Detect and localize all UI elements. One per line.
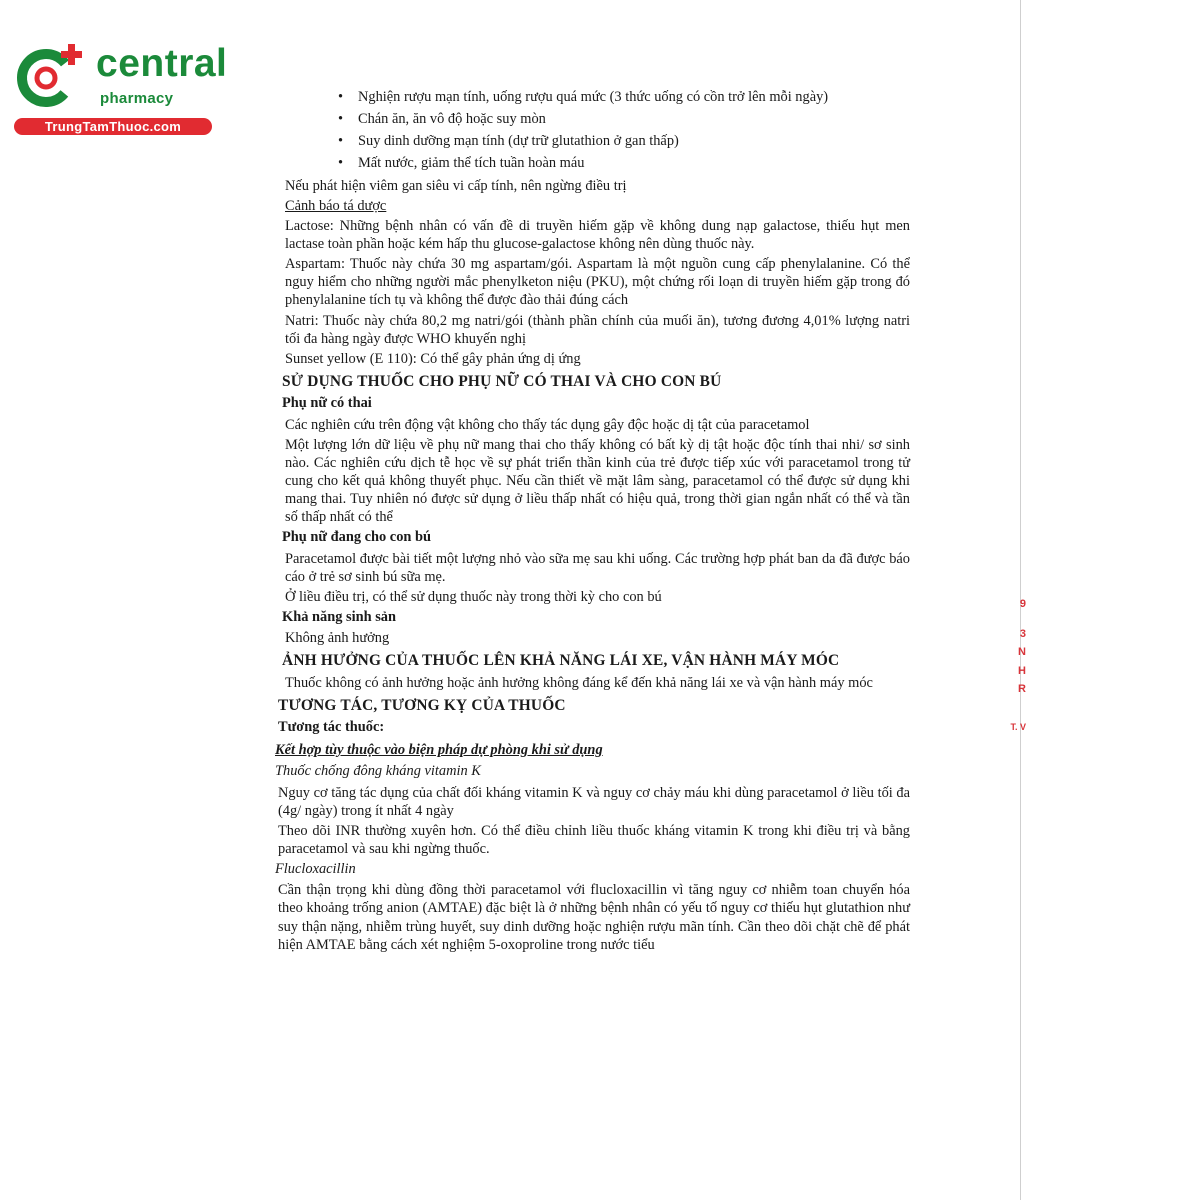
flucloxacillin-heading: Flucloxacillin <box>275 861 356 878</box>
list-item: • Nghiện rượu mạn tính, uống rượu quá mức (3 thức uống có cồn trở lên mỗi ngày) <box>338 89 829 105</box>
combination-precaution-heading: Kết hợp tùy thuộc vào biện pháp dự phòng khi sử dụng <box>275 742 603 759</box>
breastfeeding-heading: Phụ nữ đang cho con bú <box>282 529 432 546</box>
vitamin-k-paragraph-2: Theo dõi INR thường xuyên hơn. Có thể điều chỉnh liều thuốc kháng vitamin K trong khi điều trị và bằng paracetamol và sau khi ngừng thuốc. <box>278 822 910 857</box>
lactose-paragraph: Lactose: Những bệnh nhân có vấn đề di truyền hiếm gặp về không dung nạp galactose, thiếu hụt men lactase toàn phần hoặc kém hấp thu glucose-galactose không nên dùng thuốc này. <box>285 217 910 252</box>
list-item: • Mất nước, giảm thể tích tuần hoàn máu <box>338 155 585 172</box>
vitamin-k-antagonist-heading: Thuốc chống đông kháng vitamin K <box>275 763 481 780</box>
logo-site-bar: TrungTamThuoc.com <box>14 118 212 135</box>
list-item: • Suy dinh dưỡng mạn tính (dự trữ glutathion ở gan thấp) <box>338 133 679 150</box>
leaflet-page <box>270 88 910 956</box>
stamp-char: N <box>1018 646 1026 658</box>
driving-paragraph: Thuốc không có ảnh hưởng hoặc ảnh hưởng không đáng kể đến khả năng lái xe và vận hành máy móc <box>285 674 873 691</box>
flucloxacillin-paragraph: Cần thận trọng khi dùng đồng thời paracetamol với flucloxacillin vì tăng nguy cơ nhiễm toan chuyển hóa theo khoảng trống anion (AMTAE) đặc biệt là ở những bệnh nhân có yếu tố nguy cơ thiếu hụt glutathion như suy thận nặng, nhiễm trùng huyết, suy dinh dưỡng hoặc nghiện rượu mãn tính. Cần theo dõi chặt chẽ để phát hiện AMTAE bằng cách xét nghiệm 5-oxoproline trong nước tiểu <box>278 882 910 953</box>
central-pharmacy-logo[interactable] <box>10 38 228 138</box>
pregnancy-section-heading: SỬ DỤNG THUỐC CHO PHỤ NỮ CÓ THAI VÀ CHO CON BÚ <box>282 372 722 390</box>
pharmacy-cross-c-icon <box>10 38 96 118</box>
stamp-char: T. V <box>1010 722 1026 732</box>
drug-interactions-heading: Tương tác thuốc: <box>278 719 385 736</box>
stamp-char: R <box>1018 683 1026 695</box>
pregnant-paragraph-2: Một lượng lớn dữ liệu về phụ nữ mang thai cho thấy không có bất kỳ dị tật hoặc độc tính thai nhi/ sơ sinh nào. Các nghiên cứu dịch tễ học về sự phát triển thần kinh của trẻ được tiếp xúc với paracetamol trong tử cung cho kết quả không thuyết phục. Nếu cần thiết về mặt lâm sàng, paracetamol có thể được sử dụng khi mang thai. Tuy nhiên nó được sử dụng ở liều thấp nhất có hiệu quả, trong thời gian ngắn nhất có thể và tần số thấp nhất có thể <box>285 436 910 526</box>
fertility-paragraph: Không ảnh hưởng <box>285 630 390 647</box>
stamp-char: 3 <box>1019 628 1026 640</box>
breastfeeding-paragraph-2: Ở liều điều trị, có thể sử dụng thuốc này trong thời kỳ cho con bú <box>285 588 662 605</box>
fertility-heading: Khả năng sinh sản <box>282 608 396 625</box>
sunset-yellow-paragraph: Sunset yellow (E 110): Có thể gây phản ứng dị ứng <box>285 350 581 367</box>
breastfeeding-paragraph-1: Paracetamol được bài tiết một lượng nhỏ vào sữa mẹ sau khi uống. Các trường hợp phát ban da đã được báo cáo ở trẻ sơ sinh bú sữa mẹ. <box>285 550 910 585</box>
stop-treatment-note: Nếu phát hiện viêm gan siêu vi cấp tính, nên ngừng điều trị <box>285 177 627 194</box>
red-stamp-fragment <box>1002 580 1026 750</box>
pregnant-women-heading: Phụ nữ có thai <box>282 395 372 412</box>
stamp-char: 9 <box>1019 598 1026 610</box>
interactions-section-heading: TƯƠNG TÁC, TƯƠNG KỴ CỦA THUỐC <box>278 696 566 714</box>
excipient-warning-heading: Cảnh báo tá dược <box>285 197 387 214</box>
logo-brand-text: central <box>96 42 228 85</box>
vitamin-k-paragraph-1: Nguy cơ tăng tác dụng của chất đối kháng vitamin K và nguy cơ chảy máu khi dùng paracetamol ở liều tối đa (4g/ ngày) trong ít nhất 4 ngày <box>278 784 910 819</box>
pregnant-paragraph-1: Các nghiên cứu trên động vật không cho thấy tác dụng gây độc hoặc dị tật của paracetamol <box>285 416 810 433</box>
driving-section-heading: ẢNH HƯỞNG CỦA THUỐC LÊN KHẢ NĂNG LÁI XE, VẬN HÀNH MÁY MÓC <box>282 652 840 670</box>
aspartam-paragraph: Aspartam: Thuốc này chứa 30 mg aspartam/gói. Aspartam là một nguồn cung cấp phenylalanine. Có thể nguy hiểm cho những người mắc phenylketon niệu (PKU), một chứng rối loạn di truyền hiếm gặp trong đó phenylalanine tích tụ và không thể được đào thải đúng cách <box>285 256 910 309</box>
list-item: • Chán ăn, ăn vô độ hoặc suy mòn <box>338 111 546 128</box>
risk-factor-list <box>270 88 910 173</box>
natri-paragraph: Natri: Thuốc này chứa 80,2 mg natri/gói (thành phần chính của muối ăn), tương đương 4,01% lượng natri tối đa hàng ngày được WHO khuyến nghị <box>285 312 910 347</box>
logo-sub-text: pharmacy <box>100 90 174 107</box>
stamp-char: H <box>1018 665 1026 677</box>
